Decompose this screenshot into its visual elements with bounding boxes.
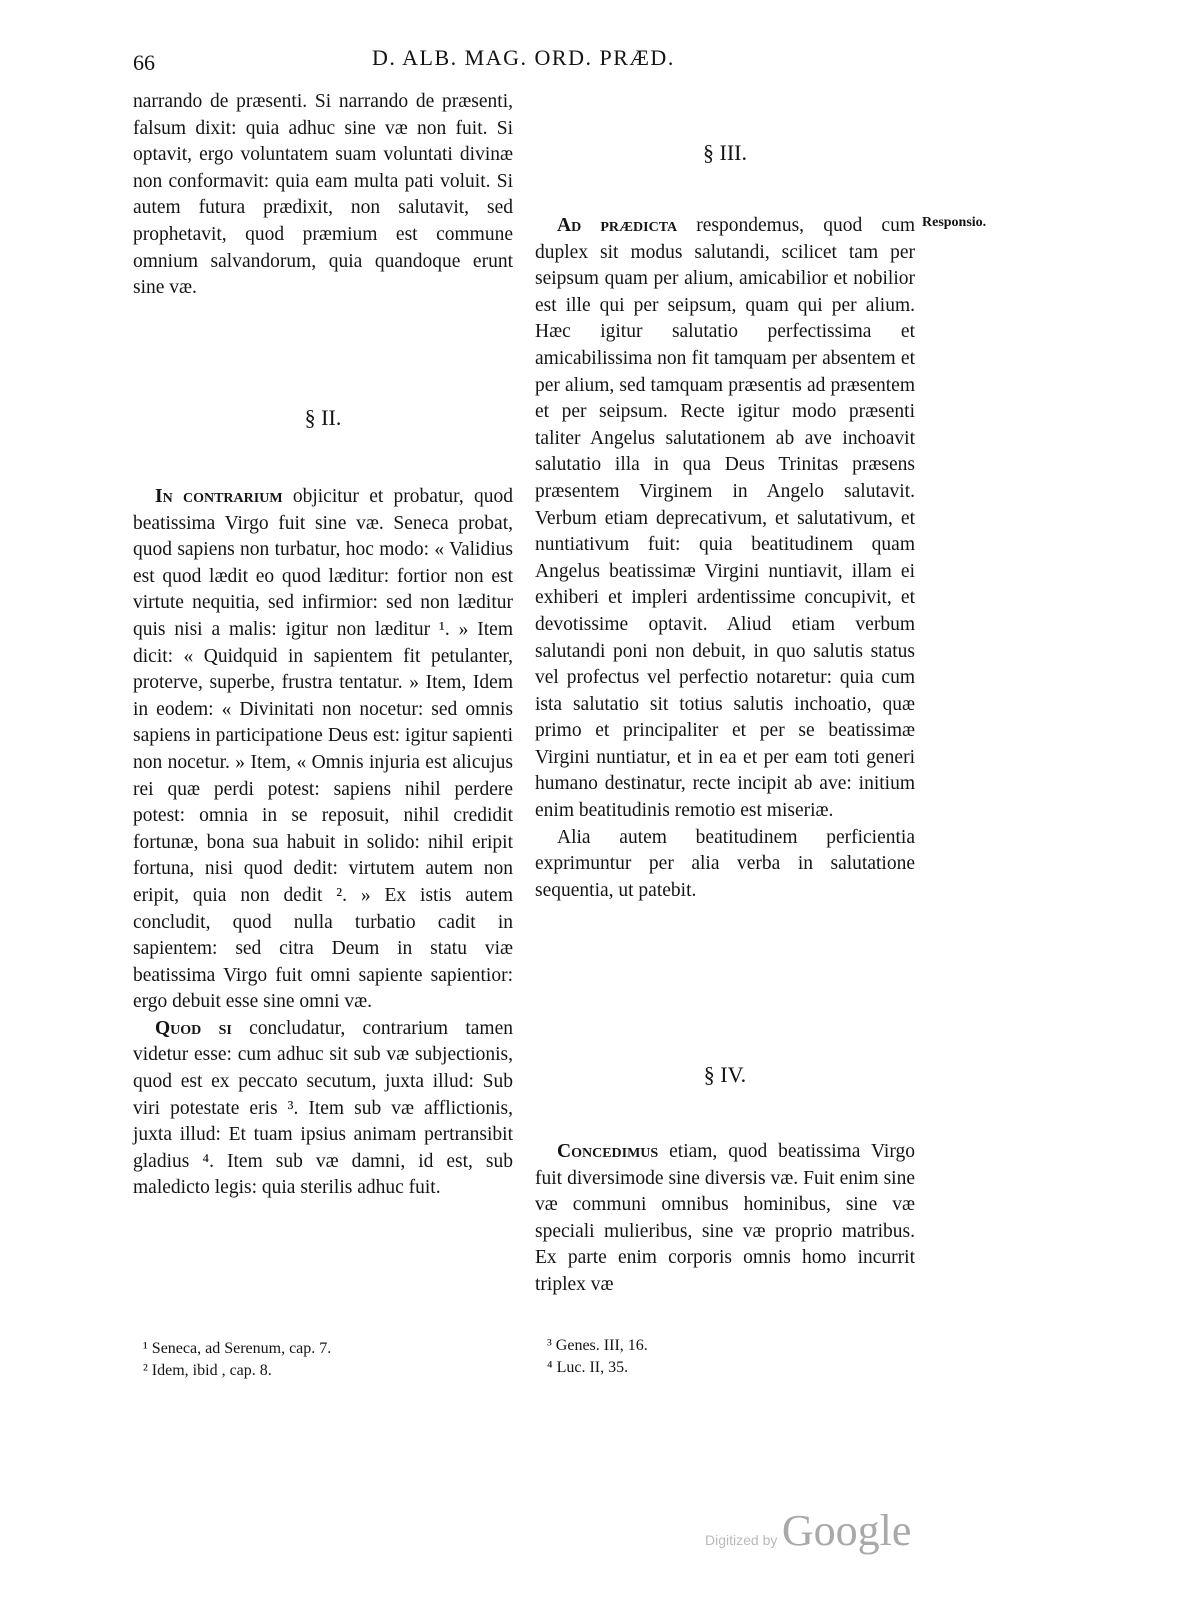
left-para-1: narrando de præsenti. Si narrando de præsenti, falsum dixit: quia adhuc sine væ non fuit. Si optavit, ergo voluntatem suam voluntati divinæ non conformavit: quia eam multa pati voluit. Si autem futura prædixit, non salutavit, sed prophetavit, quod præmium est commune omnium salvandorum, quia quandoque erunt sine væ. [133,91,513,299]
right-footnotes [547,1335,907,1379]
left-para-2 [133,484,513,1016]
left-column-body [133,484,513,1202]
left-para-3-lead: Quod si [155,1017,232,1039]
left-footnotes [143,1338,503,1382]
right-para-1-lead: Ad prædicta [557,215,678,236]
left-para-3-text: concludatur, contrarium tamen videtur esse: cum adhuc sit sub væ subjectionis, quod est ex peccato secutum, juxta illud: Sub viri potestate eris ³. Item sub væ afflictionis, juxta illud: Et tuam ipsius animam pertransibit gladius ⁴. Item sub væ damni, id est, sub maledicto legis: quia sterilis adhuc fuit. [133,1017,514,1199]
right-column-body [535,213,915,904]
right-para-2: Alia autem beatitudinem perficientia exprimuntur per alia verba in salutatione sequentia, ut patebit. [535,826,915,901]
right-para-3-text: etiam, quod beatissima Virgo fuit diversimode sine diversis væ. Fuit enim sine væ communi omnibus hominibus, sine væ speciali mulieribus, sine væ proprio matribus. Ex parte enim corporis omnis homo incurrit triplex væ [535,1141,915,1295]
left-column [133,89,513,302]
section-heading-3: § III. [703,140,747,165]
margin-note: Responsio. [922,215,987,230]
section-heading-4: § IV. [703,1062,747,1087]
page-number: 66 [133,50,155,75]
right-para-1 [535,213,915,825]
footnote-1: ¹ Seneca, ad Serenum, cap. 7. [143,1340,332,1357]
digitized-watermark [705,1505,911,1556]
right-para-1-text: respondemus, quod cum duplex sit modus salutandi, scilicet tam per seipsum quam per alium, amicabilior et nobilior est ille qui per seipsum, quam qui per alium. Hæc igitur salutatio perfectissima et amicabilissima non fit tamquam per absentem et per alium, sed tamquam præsentis ad præsentem et per seipsum. Recte igitur modo præsenti taliter Angelus salutationem ab ave inchoavit salutatio illa in qua Deus Trinitas præsens præsentem Virginem in Angelo salutavit. Verbum etiam deprecativum, et salutativum, et nuntiativum fuit: quia beatitudinem quam Angelus beatissimæ Virgini nuntiavit, illam ei exhiberi et impleri ardentissime concupivit, et devotissime optavit. Aliud etiam verbum salutandi poni non debuit, in quo salutis status vel profectus vel perfectio notaretur: quia cum ista salutatio sit totius salutis inchoatio, quæ primo et principaliter et per se beatissimæ Virgini nuntiatur, et in ea et per eam toti generi humano destinatur, recte incipit ab ave: initium enim beatitudinis remotio est miseriæ. [535,215,915,822]
right-column-body-2 [535,1139,915,1299]
running-head: D. ALB. MAG. ORD. PRÆD. [372,45,675,70]
section-heading-2: § II. [304,405,342,430]
right-para-3 [535,1139,915,1299]
footnote-2: ² Idem, ibid , cap. 8. [143,1362,272,1379]
footnote-3: ³ Genes. III, 16. [547,1337,648,1354]
google-logo-text: Google [781,1506,912,1555]
left-para-3 [133,1016,513,1202]
watermark-small-text: Digitized by [705,1532,778,1548]
right-para-3-lead: Concedimus [557,1141,659,1162]
left-para-2-text: objicitur et probatur, quod beatissima Virgo fuit sine væ. Seneca probat, quod sapiens non turbatur, hoc modo: « Validius est quod lædit eo quod læditur: fortior non est virtute nequitia, sed infirmior: sed non læditur quis nisi a malis: igitur non læditur ¹. » Item dicit: « Quidquid in sapientem fit petulanter, proterve, superbe, frustra tentatur. » Item, Idem in eodem: « Divinitati non nocetur: sed omnis sapiens in participatione Deus est: igitur sapienti non nocetur. » Item, « Omnis injuria est alicujus rei quæ perdi potest: sapiens nihil perdere potest: omnia in se reposuit, nihil credidit fortunæ, bona sua habuit in solido: nihil eripit fortuna, nisi quod dedit: virtutem autem non eripit, quia non dedit ². » Ex istis autem concludit, quod nulla turbatio cadit in sapientem: sed citra Deum in statu viæ beatissima Virgo fuit omni sapiente sapientior: ergo debuit esse sine omni væ. [133,486,513,1013]
footnote-4: ⁴ Luc. II, 35. [547,1359,629,1376]
left-para-2-lead: In contrarium [155,486,283,507]
